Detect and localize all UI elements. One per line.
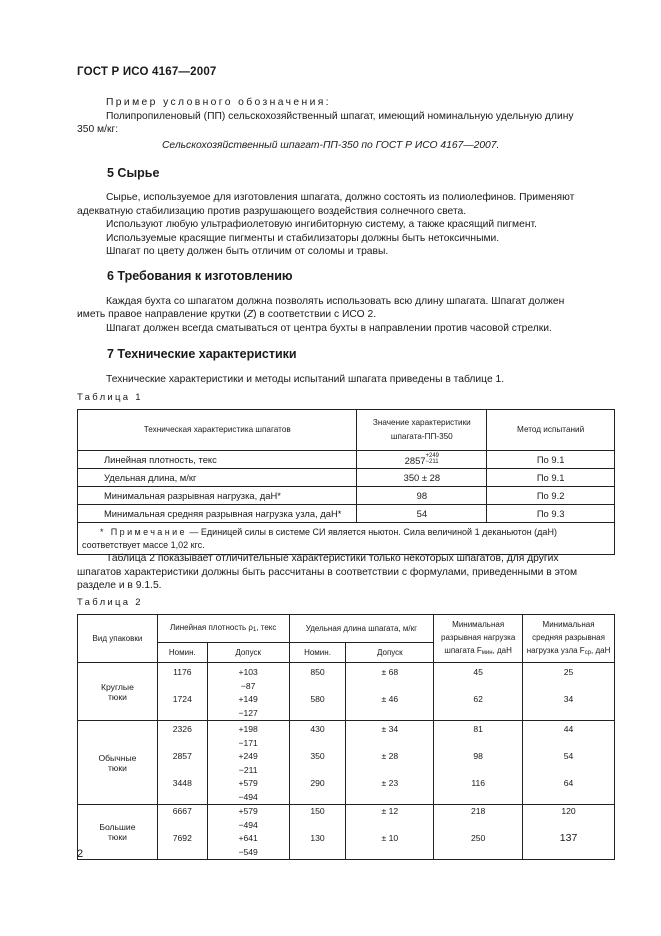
table-1 (77, 409, 615, 555)
table1-header-characteristic: Техническая характеристика шпагатов (78, 410, 357, 451)
table-row (78, 451, 615, 469)
table2-cell-break: 81 98 116 (434, 721, 523, 805)
table2-header-pack: Вид упаковки (78, 615, 158, 663)
table1-cell-name: Минимальная средняя разрывная нагрузка узла, даН* (78, 505, 357, 523)
table2-cell-ltol: ± 34 ± 28 ± 23 (346, 721, 434, 805)
table1-caption: Таблица 1 (77, 392, 143, 403)
table-row (78, 505, 615, 523)
table1-cell-value: 350 ± 28 (357, 469, 487, 487)
table2-header-nom: Номин. (157, 643, 207, 663)
table2-header-density: Линейная плотность ρ1, текс (157, 615, 289, 643)
section-6-p1a: Каждая бухта со шпагатом должна позволять использовать всю длину шпагата. Шпагат должен (106, 296, 565, 307)
table-row (78, 469, 615, 487)
example-line1: Полипропиленовый (ПП) сельскохозяйственный шпагат, имеющий номинальную удельную длину (106, 111, 574, 122)
table2-cell-len: 430 350 290 (289, 721, 346, 805)
table2-caption: Таблица 2 (77, 597, 143, 608)
table2-cell-ltol: ± 68 ± 46 (346, 663, 434, 721)
table2-cell-len: 850 580 (289, 663, 346, 721)
table1-cell-name: Удельная длина, м/кг (78, 469, 357, 487)
table2-header-tol: Допуск (207, 643, 289, 663)
table1-cell-value: 54 (357, 505, 487, 523)
table2-cell-tol: +579 −494 +641 −549 (207, 805, 289, 860)
table2-cell-knot: 120 137 (523, 805, 615, 860)
table2-cell-break: 218 250 (434, 805, 523, 860)
section-5-p1a: Сырье, используемое для изготовления шпагата, должно состоять из полиолефинов. Применяют (106, 192, 575, 203)
table2-pack-ordinary: Обычные тюки (78, 721, 158, 805)
table2-cell-tol: +103 −87 +149 −127 (207, 663, 289, 721)
table2-cell-knot: 44 54 64 (523, 721, 615, 805)
table2-header-nom2: Номин. (289, 643, 346, 663)
table-row (78, 487, 615, 505)
document-header: ГОСТ Р ИСО 4167—2007 (77, 66, 217, 78)
example-title: Пример условного обозначения: (106, 97, 332, 108)
table2-cell-len: 150 130 (289, 805, 346, 860)
table2-pack-big: Большие тюки (78, 805, 158, 860)
table1-cell-name: Линейная плотность, текс (78, 451, 357, 469)
table2-cell-break: 45 62 (434, 663, 523, 721)
table2-intro-l1: Таблица 2 показывает отличительные характеристики только некоторых шпагатов, для других (106, 553, 559, 564)
table1-header-value: Значение характеристики шпагата-ПП-350 (357, 410, 487, 451)
table2-cell-nom: 2326 2857 3448 (157, 721, 207, 805)
table1-cell-method: По 9.2 (487, 487, 615, 505)
table2-intro-l2: шпагатов характеристики должны быть рассчитаны в соответствии с формулами, приведенными в этом (77, 567, 578, 578)
table1-note: * Примечание — Единицей силы в системе СИ является ньютон. Сила величиной 1 деканьютон (даН) соответствует массе 1,02 кгс. (78, 523, 615, 555)
section-7-p1: Технические характеристики и методы испытаний шпагата приведены в таблице 1. (106, 374, 505, 385)
table2-header-length: Удельная длина шпагата, м/кг (289, 615, 434, 643)
section-5-p2: Используют любую ультрафиолетовую ингибиторную систему, а также красящий пигмент. (106, 219, 537, 230)
section-6-p1b: иметь правое направление крутки (Z) в соответствии с ИСО 2. (77, 309, 377, 320)
table1-cell-method: По 9.1 (487, 469, 615, 487)
table1-cell-value: 2857+249 −211 (357, 451, 487, 469)
table1-header-method: Метод испытаний (487, 410, 615, 451)
section-7-title: 7 Технические характеристики (107, 347, 297, 361)
section-6-title: 6 Требования к изготовлению (107, 269, 293, 283)
table1-cell-method: По 9.3 (487, 505, 615, 523)
section-5-title: 5 Сырье (107, 166, 160, 180)
section-6-p2: Шпагат должен всегда сматываться от центра бухты в направлении против часовой стрелки. (106, 323, 552, 334)
table-row (78, 721, 615, 805)
table2-header-tol2: Допуск (346, 643, 434, 663)
table1-cell-name: Минимальная разрывная нагрузка, даН* (78, 487, 357, 505)
example-designation: Сельскохозяйственный шпагат-ПП-350 по ГОСТ Р ИСО 4167—2007. (162, 140, 500, 151)
table2-header-knot: Минимальная средняя разрывная нагрузка узла Fср, даН (523, 615, 615, 663)
example-line2: 350 м/кг: (77, 124, 119, 135)
section-5-p1b: адекватную стабилизацию против разрушающего воздействия солнечного света. (77, 206, 467, 217)
table2-header-break: Минимальная разрывная нагрузка шпагата Fмин, даН (434, 615, 523, 663)
table2-pack-round: Круглые тюки (78, 663, 158, 721)
table-2 (77, 614, 615, 860)
table2-cell-tol: +198 −171 +249 −211 +579 −494 (207, 721, 289, 805)
table1-cell-value: 98 (357, 487, 487, 505)
table-row (78, 805, 615, 860)
page-number: 2 (77, 848, 84, 860)
table-row (78, 663, 615, 721)
table1-cell-method: По 9.1 (487, 451, 615, 469)
table2-cell-knot: 25 34 (523, 663, 615, 721)
table2-intro-l3: разделе и в 9.1.5. (77, 580, 162, 591)
section-5-p4: Шпагат по цвету должен быть отличим от соломы и травы. (106, 246, 389, 257)
table2-cell-nom: 6667 7692 (157, 805, 207, 860)
table2-cell-ltol: ± 12 ± 10 (346, 805, 434, 860)
section-5-p3: Используемые красящие пигменты и стабилизаторы должны быть нетоксичными. (106, 233, 500, 244)
table2-cell-nom: 1176 1724 (157, 663, 207, 721)
